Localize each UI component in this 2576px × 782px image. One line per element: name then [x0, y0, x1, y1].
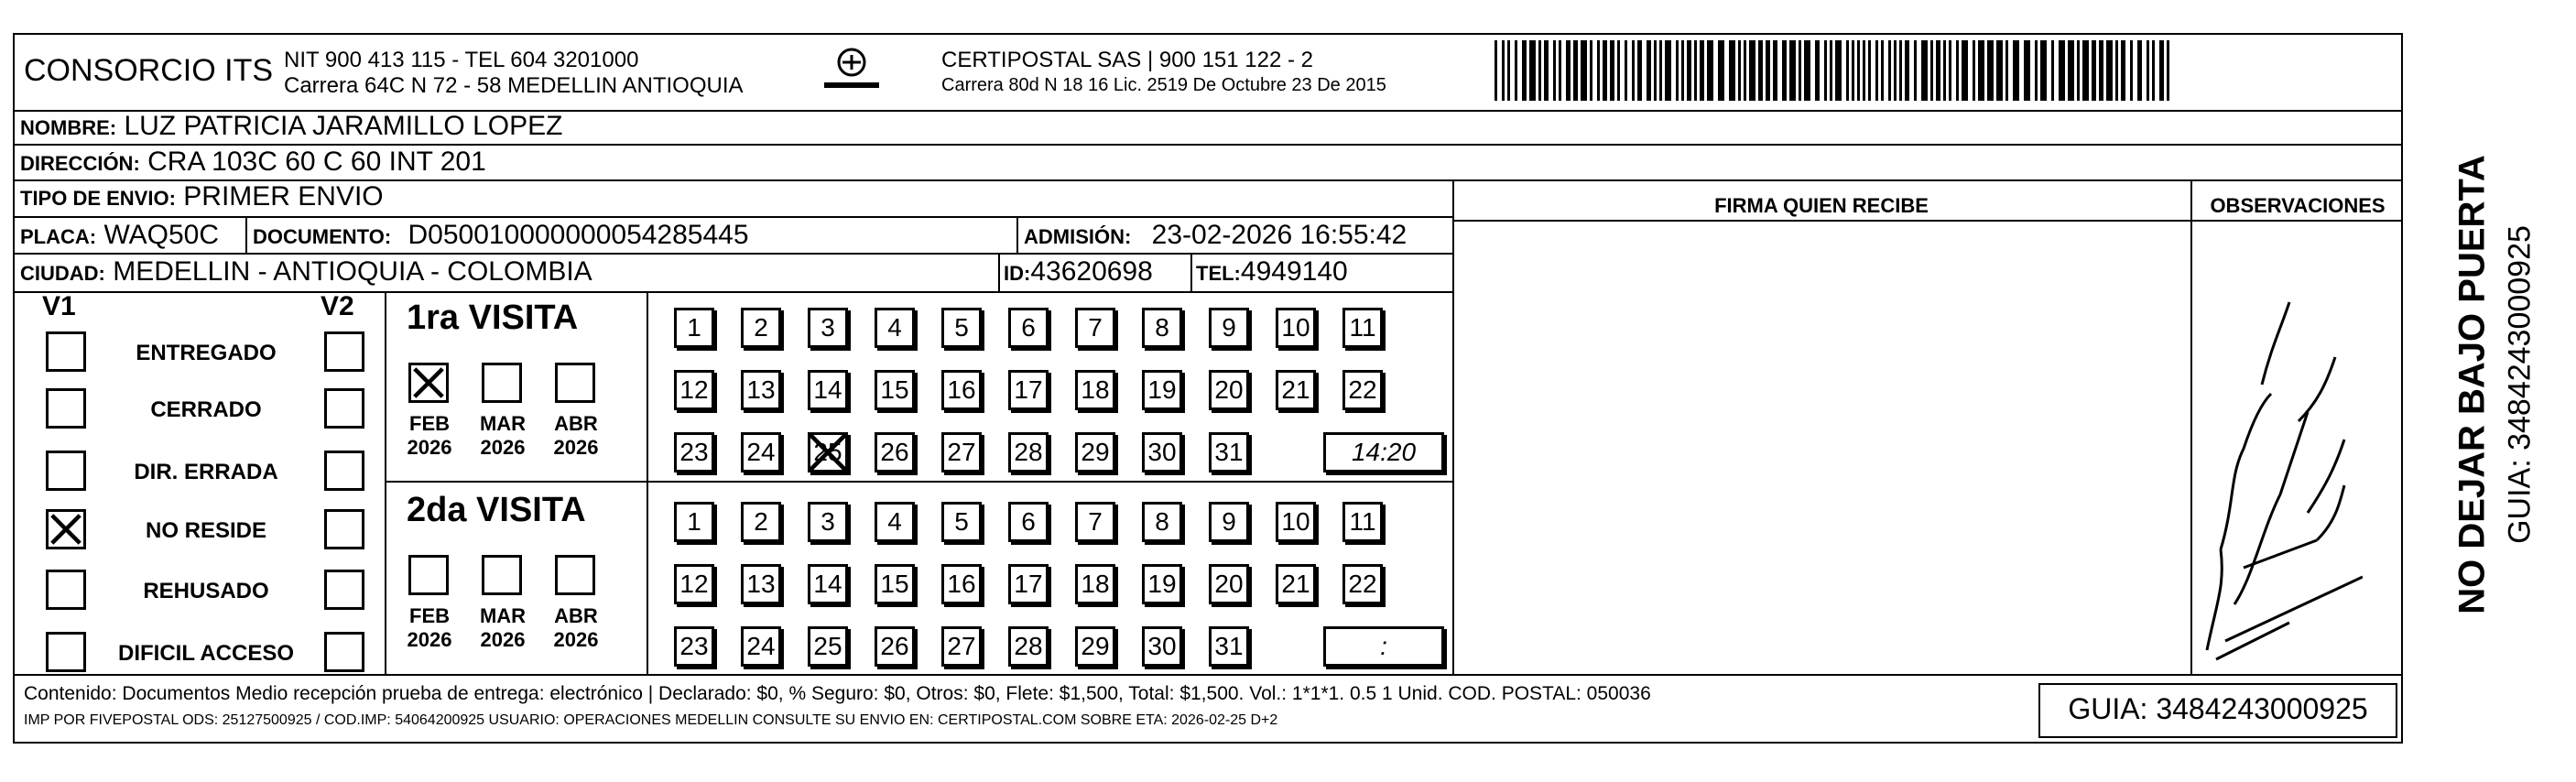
barcode-bar	[1529, 40, 1536, 101]
barcode-bar	[2035, 40, 2038, 101]
barcode-bar	[1857, 40, 1860, 101]
v2-checkbox[interactable]	[324, 509, 364, 549]
barcode-bar	[1659, 40, 1662, 101]
barcode-bar	[1899, 40, 1902, 101]
v1-checkbox[interactable]	[46, 331, 86, 372]
name-label: NOMBRE:	[20, 116, 117, 139]
barcode-bar	[1824, 40, 1827, 101]
barcode-bar	[1744, 40, 1746, 101]
v2-checkbox[interactable]	[324, 632, 364, 672]
day-box[interactable]: 25	[808, 626, 848, 667]
footer-content: Contenido: Documentos Medio recepción prueba de entrega: electrónico | Declarado: $0, % Seguro: $0, Otros: $0, Flete: $1,500, Total: $1,500. Vol.: 1*1*1. 0.5 1 Unid. COD. POSTAL: 050036	[24, 683, 1651, 704]
barcode-bar	[1894, 40, 1897, 101]
barcode-bar	[1729, 40, 1735, 101]
barcode-bar	[1949, 40, 1951, 101]
barcode-bar	[2130, 40, 2133, 101]
time-box[interactable]: :	[1323, 626, 1444, 667]
barcode-bar	[1566, 40, 1571, 101]
day-box[interactable]: 5	[941, 308, 982, 348]
city-label: CIUDAD:	[20, 262, 105, 285]
barcode-bar	[1559, 40, 1561, 101]
barcode-bar	[2013, 40, 2019, 101]
address-label: DIRECCIÓN:	[20, 152, 140, 175]
footer-imp: IMP POR FIVEPOSTAL ODS: 25127500925 / COD.IMP: 54064200925 USUARIO: OPERACIONES MEDELLIN CONSULTE SU ENVIO EN: CERTIPOSTAL.COM SOBRE ETA: 2026-02-25 D+2	[24, 712, 1278, 728]
row-divider	[13, 144, 2403, 146]
day-box[interactable]: 28	[1008, 432, 1049, 472]
barcode-bar	[2005, 40, 2008, 101]
barcode-bar	[1868, 40, 1871, 101]
v1-checkbox[interactable]	[46, 570, 86, 610]
barcode-bar	[1758, 40, 1763, 101]
status-label: NO RESIDE	[145, 518, 267, 543]
day-box[interactable]: 8	[1142, 308, 1182, 348]
barcode-bar	[1522, 40, 1527, 101]
barcode-bar	[2147, 40, 2149, 101]
barcode-bar	[1921, 40, 1928, 101]
barcode-bar	[1637, 40, 1642, 101]
month-year: 2026	[407, 436, 452, 459]
barcode-bar	[1597, 40, 1600, 101]
month-label: ABR	[554, 412, 598, 435]
handwritten-signature	[2179, 275, 2363, 678]
status-label: ENTREGADO	[136, 341, 277, 365]
month-label: FEB	[409, 604, 450, 627]
barcode-bar	[1681, 40, 1684, 101]
footer-guia: GUIA: 3484243000925	[2068, 692, 2368, 725]
id-value: 43620698	[1030, 256, 1153, 287]
barcode-bar	[1956, 40, 1959, 101]
recipient-name: LUZ PATRICIA JARAMILLO LOPEZ	[124, 111, 563, 141]
month-checkbox[interactable]	[555, 555, 595, 595]
v1-checkbox[interactable]	[46, 388, 86, 429]
day-box[interactable]: 23	[674, 626, 714, 667]
barcode-bar	[1515, 40, 1517, 101]
barcode-bar	[1687, 40, 1691, 101]
month-checkbox[interactable]	[408, 363, 449, 403]
day-box[interactable]: 22	[1342, 370, 1383, 410]
day-box[interactable]: 27	[941, 432, 982, 472]
v1-label: V1	[42, 291, 76, 321]
cell-divider	[1190, 253, 1192, 291]
day-box[interactable]: 18	[1075, 370, 1115, 410]
v2-checkbox[interactable]	[324, 331, 364, 372]
day-box[interactable]: 7	[1075, 308, 1115, 348]
company-nit: NIT 900 413 115 - TEL 604 3201000	[284, 48, 639, 72]
row-divider	[1452, 220, 2403, 222]
barcode-bar	[1507, 40, 1510, 101]
row-divider	[13, 253, 1452, 255]
plate-label: PLACA:	[20, 225, 97, 248]
barcode-bar	[1700, 40, 1704, 101]
visit-divider	[647, 291, 648, 674]
day-box[interactable]: 28	[1008, 626, 1049, 667]
barcode-bar	[1782, 40, 1787, 101]
barcode-bar	[1590, 40, 1592, 101]
plate-value: WAQ50C	[103, 220, 220, 250]
barcode-bar	[1625, 40, 1627, 101]
barcode-bar	[2040, 40, 2047, 101]
barcode	[1495, 40, 2172, 101]
day-box[interactable]: 19	[1142, 370, 1182, 410]
barcode-bar	[1738, 40, 1741, 101]
barcode-bar	[1495, 40, 1497, 101]
day-box[interactable]: 24	[741, 626, 781, 667]
visit-separator	[385, 481, 1452, 483]
barcode-bar	[1502, 40, 1505, 101]
day-box[interactable]: 13	[741, 370, 781, 410]
shipment-type: PRIMER ENVIO	[183, 181, 384, 212]
day-box[interactable]: 17	[1008, 564, 1049, 604]
barcode-bar	[1846, 40, 1849, 101]
barcode-bar	[1766, 40, 1770, 101]
day-box[interactable]: 9	[1209, 502, 1249, 542]
barcode-bar	[1815, 40, 1820, 101]
day-box[interactable]: 13	[741, 564, 781, 604]
visit1-title: 1ra VISITA	[407, 299, 579, 337]
month-label: FEB	[409, 412, 450, 435]
month-year: 2026	[480, 436, 526, 459]
signature-header: FIRMA QUIEN RECIBE	[1714, 194, 1929, 217]
day-box[interactable]: 31	[1209, 432, 1249, 472]
barcode-bar	[2137, 40, 2142, 101]
barcode-bar	[1553, 40, 1556, 101]
barcode-bar	[2068, 40, 2074, 101]
day-box[interactable]: 22	[1342, 564, 1383, 604]
barcode-bar	[1654, 40, 1657, 101]
time-box[interactable]: 14:20	[1323, 432, 1444, 472]
day-box[interactable]: 26	[875, 432, 915, 472]
month-year: 2026	[407, 628, 452, 651]
v2-label: V2	[321, 291, 354, 321]
row-divider	[13, 216, 1452, 218]
side-guia: GUIA: 3484243000925	[2502, 225, 2538, 544]
barcode-bar	[1632, 40, 1635, 101]
status-label: DIFICIL ACCESO	[117, 641, 294, 666]
barcode-bar	[1718, 40, 1724, 101]
barcode-bar	[1875, 40, 1878, 101]
barcode-bar	[1863, 40, 1865, 101]
day-box[interactable]: 12	[674, 370, 714, 410]
day-box[interactable]: 23	[674, 432, 714, 472]
day-box[interactable]: 21	[1276, 370, 1316, 410]
carrier-license: Carrera 80d N 18 16 Lic. 2519 De Octubre 23 De 2015	[941, 75, 1386, 95]
month-label: MAR	[479, 412, 527, 435]
status-label: REHUSADO	[143, 579, 269, 603]
day-box[interactable]: 5	[941, 502, 982, 542]
day-box[interactable]: 7	[1075, 502, 1115, 542]
barcode-bar	[1962, 40, 1968, 101]
document-row	[253, 220, 749, 253]
plate-row	[20, 220, 219, 253]
day-box[interactable]: 29	[1075, 432, 1115, 472]
day-box[interactable]: 1	[674, 502, 714, 542]
signature-divider	[1452, 179, 1454, 674]
document-value: D050010000000054285445	[408, 220, 749, 250]
barcode-bar	[1835, 40, 1842, 101]
day-box[interactable]: 1	[674, 308, 714, 348]
barcode-bar	[1789, 40, 1796, 101]
id-row	[1004, 256, 1153, 289]
day-box[interactable]: 2	[741, 308, 781, 348]
v2-checkbox[interactable]	[324, 570, 364, 610]
barcode-bar	[2051, 40, 2054, 101]
day-box[interactable]: 15	[875, 370, 915, 410]
barcode-bar	[2099, 40, 2103, 101]
barcode-bar	[2106, 40, 2113, 101]
barcode-bar	[1647, 40, 1651, 101]
day-box[interactable]: 24	[741, 432, 781, 472]
cell-divider	[1016, 216, 1018, 253]
barcode-bar	[1676, 40, 1679, 101]
barcode-bar	[1978, 40, 1984, 101]
name-row	[20, 111, 562, 144]
day-box[interactable]: 14	[808, 370, 848, 410]
admission-value: 23-02-2026 16:55:42	[1151, 220, 1408, 250]
day-box[interactable]: 17	[1008, 370, 1049, 410]
tel-label: TEL:	[1196, 262, 1241, 285]
month-year: 2026	[480, 628, 526, 651]
month-checkbox[interactable]	[555, 363, 595, 403]
v2-checkbox[interactable]	[324, 388, 364, 429]
day-box[interactable]: 10	[1276, 308, 1316, 348]
month-label: ABR	[554, 604, 598, 627]
barcode-bar	[1996, 40, 2003, 101]
day-box[interactable]: 6	[1008, 502, 1049, 542]
barcode-bar	[1665, 40, 1671, 101]
day-box[interactable]: 30	[1142, 626, 1182, 667]
barcode-bar	[1804, 40, 1810, 101]
month-checkbox[interactable]	[482, 555, 522, 595]
barcode-bar	[1973, 40, 1975, 101]
type-label: TIPO DE ENVIO:	[20, 187, 176, 210]
city-row	[20, 256, 592, 289]
company-name: CONSORCIO ITS	[24, 53, 274, 88]
month-checkbox[interactable]	[408, 555, 449, 595]
month-year: 2026	[553, 436, 599, 459]
day-box[interactable]: 20	[1209, 564, 1249, 604]
barcode-bar	[1799, 40, 1801, 101]
status-label: CERRADO	[150, 397, 262, 422]
barcode-bar	[1694, 40, 1697, 101]
barcode-bar	[1830, 40, 1832, 101]
day-box[interactable]: 12	[674, 564, 714, 604]
barcode-bar	[1544, 40, 1549, 101]
v1-checkbox[interactable]	[46, 451, 86, 491]
barcode-bar	[2077, 40, 2080, 101]
day-box[interactable]: 9	[1209, 308, 1249, 348]
barcode-bar	[2024, 40, 2030, 101]
certipostal-logo	[820, 46, 884, 96]
tel-value: 4949140	[1240, 256, 1348, 287]
day-box[interactable]: 19	[1142, 564, 1182, 604]
day-box[interactable]: 8	[1142, 502, 1182, 542]
day-box[interactable]: 29	[1075, 626, 1115, 667]
status-label: DIR. ERRADA	[134, 460, 278, 484]
visit2-title: 2da VISITA	[407, 491, 586, 529]
barcode-bar	[1943, 40, 1946, 101]
day-box[interactable]: 30	[1142, 432, 1182, 472]
day-box[interactable]: 11	[1342, 308, 1383, 348]
day-box[interactable]: 20	[1209, 370, 1249, 410]
footer-divider	[13, 674, 2403, 676]
barcode-bar	[1749, 40, 1755, 101]
day-box[interactable]: 16	[941, 564, 982, 604]
barcode-bar	[2082, 40, 2089, 101]
day-box[interactable]: 3	[808, 502, 848, 542]
barcode-bar	[1987, 40, 1994, 101]
day-box[interactable]: 10	[1276, 502, 1316, 542]
barcode-bar	[1617, 40, 1620, 101]
cell-divider	[998, 253, 1000, 291]
status-divider	[385, 291, 386, 674]
type-row	[20, 181, 384, 214]
barcode-bar	[1905, 40, 1909, 101]
day-box[interactable]: 27	[941, 626, 982, 667]
barcode-bar	[2059, 40, 2065, 101]
barcode-bar	[1610, 40, 1614, 101]
day-box[interactable]: 6	[1008, 308, 1049, 348]
barcode-bar	[2121, 40, 2125, 101]
barcode-bar	[1573, 40, 1578, 101]
company-address: Carrera 64C N 72 - 58 MEDELLIN ANTIOQUIA	[284, 73, 744, 98]
barcode-bar	[2159, 40, 2164, 101]
recipient-address: CRA 103C 60 C 60 INT 201	[147, 147, 486, 177]
address-row	[20, 147, 486, 179]
day-box[interactable]: 18	[1075, 564, 1115, 604]
month-year: 2026	[553, 628, 599, 651]
barcode-bar	[1581, 40, 1587, 101]
tel-row	[1196, 256, 1348, 289]
day-box[interactable]: 11	[1342, 502, 1383, 542]
admission-row	[1024, 220, 1407, 253]
day-box[interactable]: 15	[875, 564, 915, 604]
observations-header: OBSERVACIONES	[2210, 194, 2386, 217]
barcode-bar	[1936, 40, 1940, 101]
v1-checkbox[interactable]	[46, 632, 86, 672]
barcode-bar	[2115, 40, 2118, 101]
day-box[interactable]: 3	[808, 308, 848, 348]
day-box[interactable]: 4	[875, 308, 915, 348]
day-box[interactable]: 26	[875, 626, 915, 667]
day-box[interactable]: 25	[808, 432, 848, 472]
v2-checkbox[interactable]	[324, 451, 364, 491]
month-checkbox[interactable]	[482, 363, 522, 403]
city-value: MEDELLIN - ANTIOQUIA - COLOMBIA	[113, 256, 592, 287]
admission-label: ADMISIÓN:	[1024, 225, 1132, 248]
cell-divider	[245, 216, 247, 253]
barcode-bar	[1888, 40, 1891, 101]
id-label: ID:	[1004, 262, 1031, 285]
day-box[interactable]: 21	[1276, 564, 1316, 604]
document-label: DOCUMENTO:	[253, 225, 392, 248]
barcode-bar	[1773, 40, 1777, 101]
day-box[interactable]: 31	[1209, 626, 1249, 667]
barcode-bar	[1603, 40, 1607, 101]
barcode-bar	[2152, 40, 2155, 101]
day-box[interactable]: 4	[875, 502, 915, 542]
barcode-bar	[1538, 40, 1541, 101]
barcode-bar	[1852, 40, 1854, 101]
barcode-bar	[2092, 40, 2096, 101]
barcode-bar	[1881, 40, 1884, 101]
month-label: MAR	[479, 604, 527, 627]
side-note: NO DEJAR BAJO PUERTA	[2451, 155, 2493, 614]
carrier-name: CERTIPOSTAL SAS | 900 151 122 - 2	[941, 48, 1313, 72]
v1-checkbox[interactable]	[46, 509, 86, 549]
day-box[interactable]: 14	[808, 564, 848, 604]
day-box[interactable]: 2	[741, 502, 781, 542]
barcode-bar	[1707, 40, 1713, 101]
row-divider	[13, 291, 1452, 293]
barcode-bar	[1914, 40, 1917, 101]
barcode-bar	[1930, 40, 1933, 101]
barcode-bar	[2167, 40, 2169, 101]
day-box[interactable]: 16	[941, 370, 982, 410]
